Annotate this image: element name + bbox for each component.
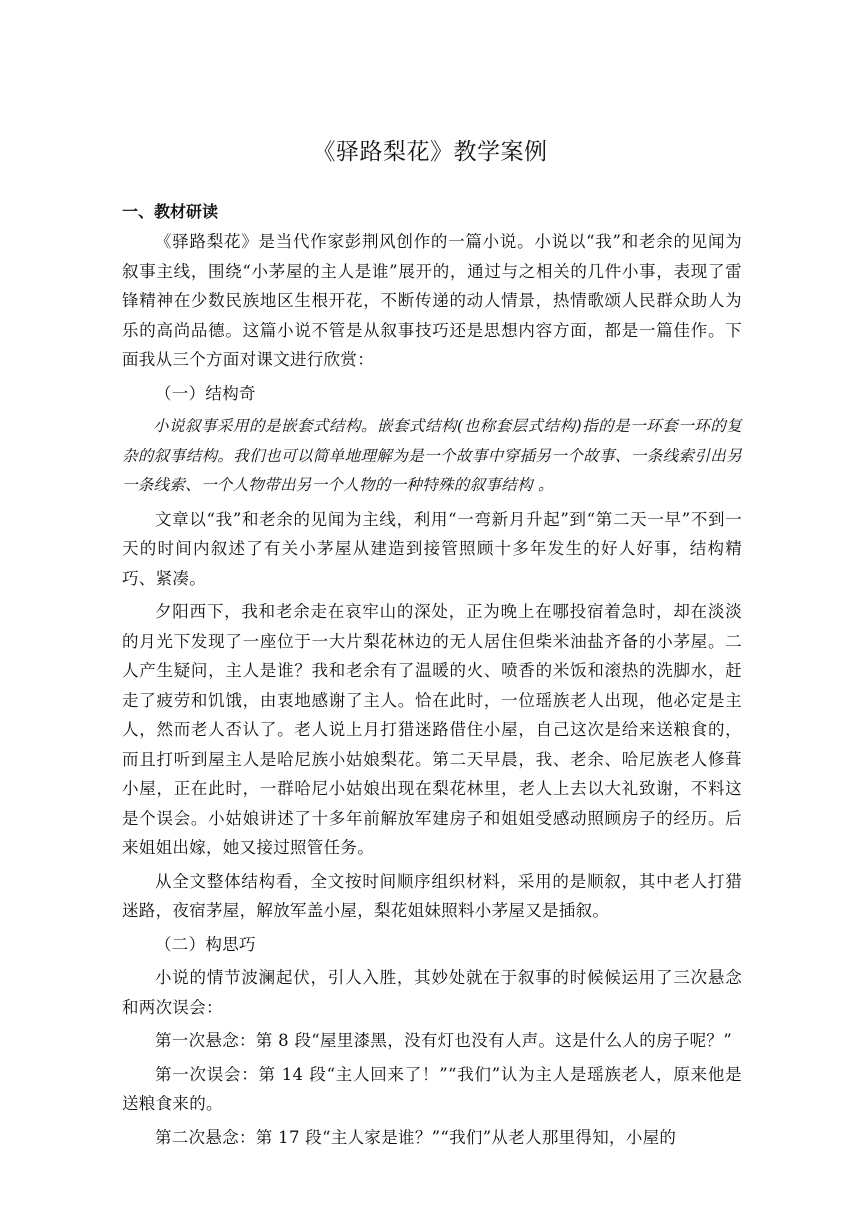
paragraph-story-summary: 夕阳西下，我和老余走在哀牢山的深处，正为晚上在哪投宿着急时，却在淡淡的月光下发现了一座位于一大片梨花林边的无人居住但柴米油盐齐备的小茅屋。二人产生疑问，主人是谁？我和老余有了温暖的火、喷香的米饭和滚热的洗脚水，赶走了疲劳和饥饿，由衷地感谢了主人。恰在此时，一位瑶族老人出现，他必定是主人，然而老人否认了。老人说上月打猎迷路借住小屋，自己这次是给来送粮食的，而且打听到屋主人是哈尼族小姑娘梨花。第二天早晨，我、老余、哈尼族老人修葺小屋，正在此时，一群哈尼小姑娘出现在梨花林里，老人上去以大礼致谢，不料这是个误会。小姑娘讲述了十多年前解放军建房子和姐姐受感动照顾房子的经历。后来姐姐出嫁，她又接过照管任务。 [122,602,742,857]
paragraph-misunderstanding-1: 第一次误会：第 14 段“主人回来了！”“我们”认为主人是瑶族老人，原来他是送粮食来的。 [122,1064,742,1113]
paragraph-intro: 《驿路梨花》是当代作家彭荆风创作的一篇小说。小说以“我”和老余的见闻为叙事主线，围绕“小茅屋的主人是谁”展开的，通过与之相关的几件小事，表现了雷锋精神在少数民族地区生根开花，不断传递的动人情景，热情歌颂人民群众助人为乐的高尚品德。这篇小说不管是从叙事技巧还是思想内容方面，都是一篇佳作。下面我从三个方面对课文进行欣赏： [122,232,742,369]
paragraph-main-line: 文章以“我”和老余的见闻为主线，利用“一弯新月升起”到“第二天一早”不到一天的时间内叙述了有关小茅屋从建造到接管照顾十多年发生的好人好事，结构精巧、紧凑。 [122,509,742,588]
subheading-conception: （二）构思巧 [155,934,256,954]
subheading-structure: （一）结构奇 [155,383,256,403]
paragraph-nested-structure: 小说叙事采用的是嵌套式结构。嵌套式结构(也称套层式结构)指的是一环套一环的复杂的叙事结构。我们也可以简单地理解为是一个故事中穿插另一个故事、一条线索引出另一条线索、一个人物带出另一个人物的一种特殊的叙事结构 。 [122,417,742,494]
document-body [122,227,742,1156]
paragraph-plot: 小说的情节波澜起伏，引人入胜，其妙处就在于叙事的时候候运用了三次悬念和两次误会： [122,968,742,1017]
paragraph-suspense-2: 第二次悬念：第 17 段“主人家是谁？”“我们”从老人那里得知，小屋的 [155,1127,677,1147]
paragraph-overall-structure: 从全文整体结构看，全文按时间顺序组织材料，采用的是顺叙，其中老人打猎迷路，夜宿茅屋，解放军盖小屋，梨花姐妹照料小茅屋又是插叙。 [122,871,742,920]
document-title: 《驿路梨花》教学案例 [312,139,548,165]
section-heading: 一、教材研读 [122,202,219,221]
paragraph-suspense-1: 第一次悬念：第 8 段“屋里漆黑，没有灯也没有人声。这是什么人的房子呢？” [155,1031,732,1050]
